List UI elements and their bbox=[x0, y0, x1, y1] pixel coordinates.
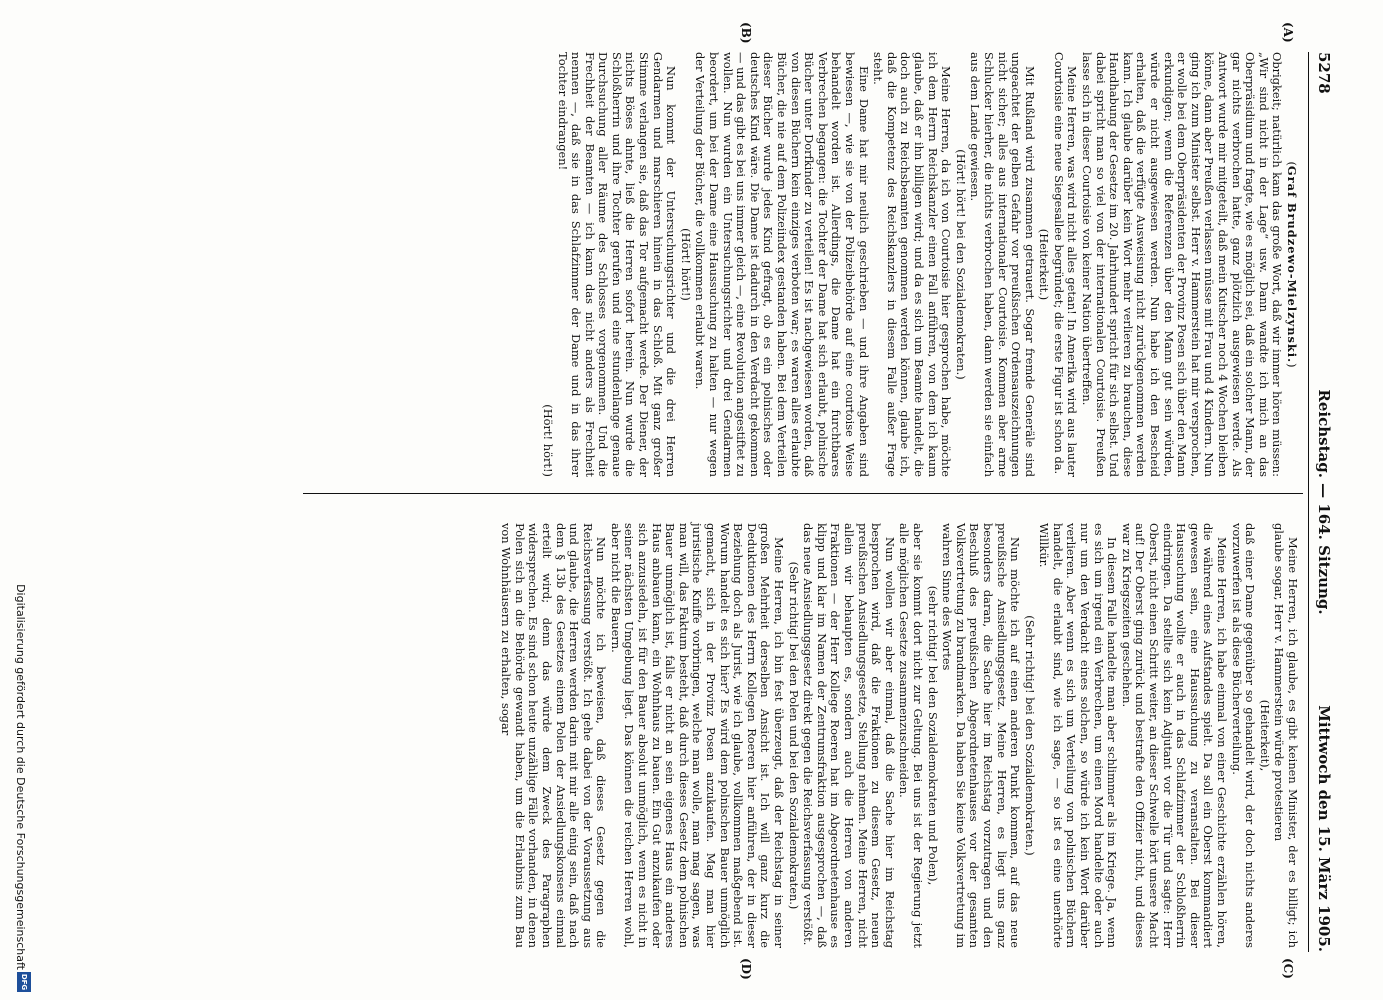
paragraph: Nun möchte ich beweisen, daß dieses Gesetz gegen die Reichsverfassung verstößt. Ich gehe dabei von der Voraussetzung aus und glaube, die Herren werden darin mit mir alle einig sein, daß nach dem § 13b des Gesetzes einem Polen der Ansiedlungskonsens einmal erteilt wird; denn das würde dem Zweck des Paragraphen widersprechen. Es sind schon heute unzählige Fälle vorhanden, in denen Polen sich an die Behörde gewandt haben, um die Erlaubnis zum Bau von Wohnhäusern zu erhalten, sogar bbox=[499, 523, 609, 948]
paragraph: Meine Herren, ich habe einmal von einer Geschichte erzählen hören, die während eines Aufstandes spielt. Da soll ein Oberst kommandiert gewesen sein, eine Haussuchung zu veranstalten. Bei dieser Haussuchung wollte er auch in das Schlafzimmer der Schloßherrin eindringen. Da stellte sich kein Adjutant vor die Tür und sagte: Herr Oberst, nicht einen Schritt weiter, an dieser Schwelle hört unsere Macht auf! Der Oberst ging zurück und bestrafte den Offizier nicht, und dieses war zu Kriegszeiten geschehen. bbox=[1119, 523, 1230, 948]
page-number: 5278 bbox=[1315, 52, 1333, 94]
interjection: (sehr richtig! bei den Sozialdemokraten und Polen), bbox=[925, 585, 940, 886]
interjection: (Hört! hört!) bbox=[678, 228, 693, 301]
paragraph: Meine Herren, ich bin fest überzeugt, daß der Reichstag in seiner großen Mehrheit derselben Ansicht ist. Ich will ganz kurz die Deduktionen des Herrn Kollegen Roeren hier anführen, der in dieser Beziehung doch als Jurist, wie ich glaube, vollkommen maßgebend ist. Worum handelt es sich hier? Es wird dem polnischen Bauer unmöglich gemacht, sich in der Provinz Posen anzukaufen. Mag man hier juristische Kniffe vorbringen, welche man wolle, man mag sagen, was man will, das Faktum besteht, daß durch dieses Gesetz dem polnischen Bauer unmöglich ist, falls er nicht an sein eigenes Haus ein anderes Haus anbauen kann, ein Wohnhaus zu bauen. Ein Gut anzukaufen oder sich anzusiedeln, ist für den Bauer absolut unmöglich, wenn es nicht in seiner nächsten Umgebung liegt. Das können die reichen Herren wohl, aber nicht die Bauern. bbox=[608, 523, 787, 948]
paragraph: Mit Rußland wird zusammen getrauert. Sogar fremde Generäle sind ungeachtet der gelben Gefahr vor preußischen Ordensauszeichnungen nicht sicher; alles aus internationaler Courtoisie. Kommen aber arme Schlucker hierher, die nichts verbrochen haben, dann werden sie einfach aus dem Lande gewiesen. bbox=[968, 52, 1037, 477]
left-column bbox=[539, 52, 1299, 477]
interjection: (Heiterkeit.) bbox=[1037, 228, 1052, 301]
margin-marker-d: (D) bbox=[739, 958, 753, 980]
interjection: (Heiterkeit), bbox=[1257, 699, 1272, 772]
interjection: (Sehr richtig! bei den Sozialdemokraten.) bbox=[1022, 615, 1037, 856]
running-title: Reichstag. — 164. Sitzung. bbox=[1315, 389, 1333, 615]
paragraph: In diesem Falle handelte man aber schlimmer als im Kriege. Ja, wenn es sich um irgend ein Verbrechen, um einen Mord handelte oder auch nur um den Verdacht eines solchen, so würde ich kein Wort darüber verlieren. Aber wenn es sich um Verteilung von polnischen Büchern handelt, die erlaubt sind, wie ich sage, — so ist es eine unerhörte Willkür. bbox=[1037, 523, 1120, 948]
column-divider bbox=[303, 493, 1303, 494]
paragraph: Nun möchte ich auf einen anderen Punkt kommen, auf das neue preußische Ansiedlungsgesetz. Meine Herren, es liegt uns ganz besonders daran, die Sache hier im Reichstag vorzutragen und den Beschluß des preußischen Abgeordnetenhauses vor der gesamten Volksvertretung zu brandmarken. Da haben Sie keine Volksvertretung im wahren Sinne des Wortes bbox=[940, 523, 1023, 948]
margin-marker-b: (B) bbox=[739, 22, 753, 44]
interjection: (Sehr richtig! bei den Polen und bei den Sozialdemokraten.) bbox=[786, 561, 801, 910]
session-date: Mittwoch den 15. März 1905. bbox=[1315, 705, 1333, 952]
paragraph: Nun wollen wir aber einmal, daß die Sache hier im Reichstag besprochen wird, daß die Fraktionen zu diesem Gesetz, neuen preußischen Ansiedlungsgesetze, Stellung nehmen. Meine Herren, nicht allein wir behaupten es, sondern auch die Herren von anderen Fraktionen — der Herr Kollege Roeren hat im Abgeordnetenhause es klipp und klar im Namen der Zentrumsfraktion ausgesprochen —, daß das neue Ansiedlungsgesetz direkt gegen die Reichsverfassung verstößt. bbox=[801, 523, 897, 948]
page-header bbox=[1308, 52, 1339, 952]
paragraph: Meine Herren, was wird nicht alles getan! In Amerika wird aus lauter Courtoisie eine neue Siegesallee begründet; die erste Figur ist schon da. bbox=[1051, 52, 1080, 477]
paragraph: Meine Herren, ich glaube, es gibt keinen Minister, der es billigt; ich glaube sogar, Herr v. Hammerstein würde protestieren bbox=[1272, 523, 1300, 948]
paragraph: daß einer Dame gegenüber so gehandelt wird, der doch nichts anderes vorzuwerfen ist als diese Bücherverteilung. bbox=[1229, 523, 1258, 948]
speaker-line: (Graf Brudzewo-Mielzynski.) bbox=[1285, 161, 1299, 368]
interjection: (Hört! hört! bei den Sozialdemokraten.) bbox=[953, 149, 968, 380]
funding-note: Digitalisierung gefördert durch die Deutsche Forschungsgemeinschaft bbox=[14, 584, 27, 970]
paragraph: Nun kommt der Untersuchungsrichter und die drei Herren Gendarmen und marschieren hinein in das Schloß. Mit ganz großer Stimme verlangen sie, daß das Tor aufgemacht werde. Der Diener, der nichts Böses ahnte, ließ die Herren sofort herein. Nun wurde die Schloßherrin und ihre Tochter gerufen und eine stundenlange genaue Durchsuchung aller Räume des Schlosses vorgenommen. Und die Frechheit der Beamten — ich kann das nicht anders als Frechheit nennen —, daß sie in das Schlafzimmer der Dame und in das ihrer Tochter eindrangen! bbox=[555, 52, 679, 477]
speaker-name: Graf Brudzewo-Mielzynski. bbox=[1285, 165, 1299, 364]
margin-marker-a: (A) bbox=[1281, 22, 1295, 43]
interjection: (Hört! hört!) bbox=[540, 404, 555, 477]
digitization-footer bbox=[5, 0, 45, 1000]
paragraph: Obrigkeit; natürlich kam das große Wort, daß wir immer hören müssen: „Wir sind nicht in der Lage“ usw. Dann wandte ich mich an das Oberpräsidium und fragte, wie es möglich sei, daß ein solcher Mann, der gar nichts verbrochen hatte, ganz plötzlich ausgewiesen werde. Als Antwort wurde mir mitgeteilt, daß mein Kutscher noch 4 Wochen bleiben könne, dann aber Preußen verlassen müsse mit Frau und 4 Kindern. Nun ging ich zum Minister selbst. Herr v. Hammerstein hat mir versprochen, er wolle bei dem Oberpräsidenten der Provinz Posen sich über den Mann erkundigen; wenn die Referenzen über den Mann gut sein würden, würde er nicht ausgewiesen werden. Nun habe ich den Bescheid erhalten, daß die verfügte Ausweisung nicht zurückgenommen werden kann. Ich glaube darüber kein Wort mehr verlieren zu brauchen, diese Handhabung der Gesetze im 20. Jahrhundert spricht für sich selbst. Und dabei spricht man so viel von der internationalen Courtoisie. Preußen lasse sich in dieser Courtoisie von keiner Nation übertreffen. bbox=[1080, 52, 1285, 477]
right-column bbox=[498, 523, 1299, 948]
margin-marker-c: (C) bbox=[1281, 958, 1295, 979]
paragraph: aber sie kommt dort nicht zur Geltung. Bei uns ist der Regierung jetzt alle möglichen Gesetze zusammenzuschneiden. bbox=[897, 523, 925, 948]
paragraph: Meine Herren, da ich von Courtoisie hier gesprochen habe, möchte ich dem Herrn Reichskanzler einen Fall anführen, von dem ich kaum glaube, daß er ihn billigen wird; und da es sich um Beamte handelt, die doch auch zu Reichsbeamten genommen werden können, glaube ich, daß die Kompetenz des Reichskanzlers in diesem Falle außer Frage steht. bbox=[871, 52, 954, 477]
paragraph: Eine Dame hat mir neulich geschrieben — und ihre Angaben sind bewiesen —, wie sie von der Polizeibehörde auf eine courtoise Weise behandelt worden ist. Allerdings, die Dame hat ein furchtbares Verbrechen begangen: die Tochter der Dame hat sich erlaubt, polnische Bücher unter Dorfkinder zu verteilen! Es ist nachgewiesen worden, daß von diesen Büchern kein einziges verboten war; es waren alles erlaubte Bücher, die nie auf dem Polizeiindex gestanden haben. Bei dem Verteilen dieser Bücher wurde jedes Kind gefragt, ob es ein polnisches oder deutsches Kind wäre. Die Dame ist dadurch in den Verdacht gekommen — und das gibt es bei uns immer gleich —, eine Revolution angestiftet zu wollen. Nun wurden ein Untersuchungsrichter und drei Gendarmen beordert, um bei der Dame eine Haussuchung zu halten — nur wegen der Verteilung der Bücher, die vollkommen erlaubt waren. bbox=[693, 52, 871, 477]
dfg-logo: DFG bbox=[17, 972, 31, 992]
